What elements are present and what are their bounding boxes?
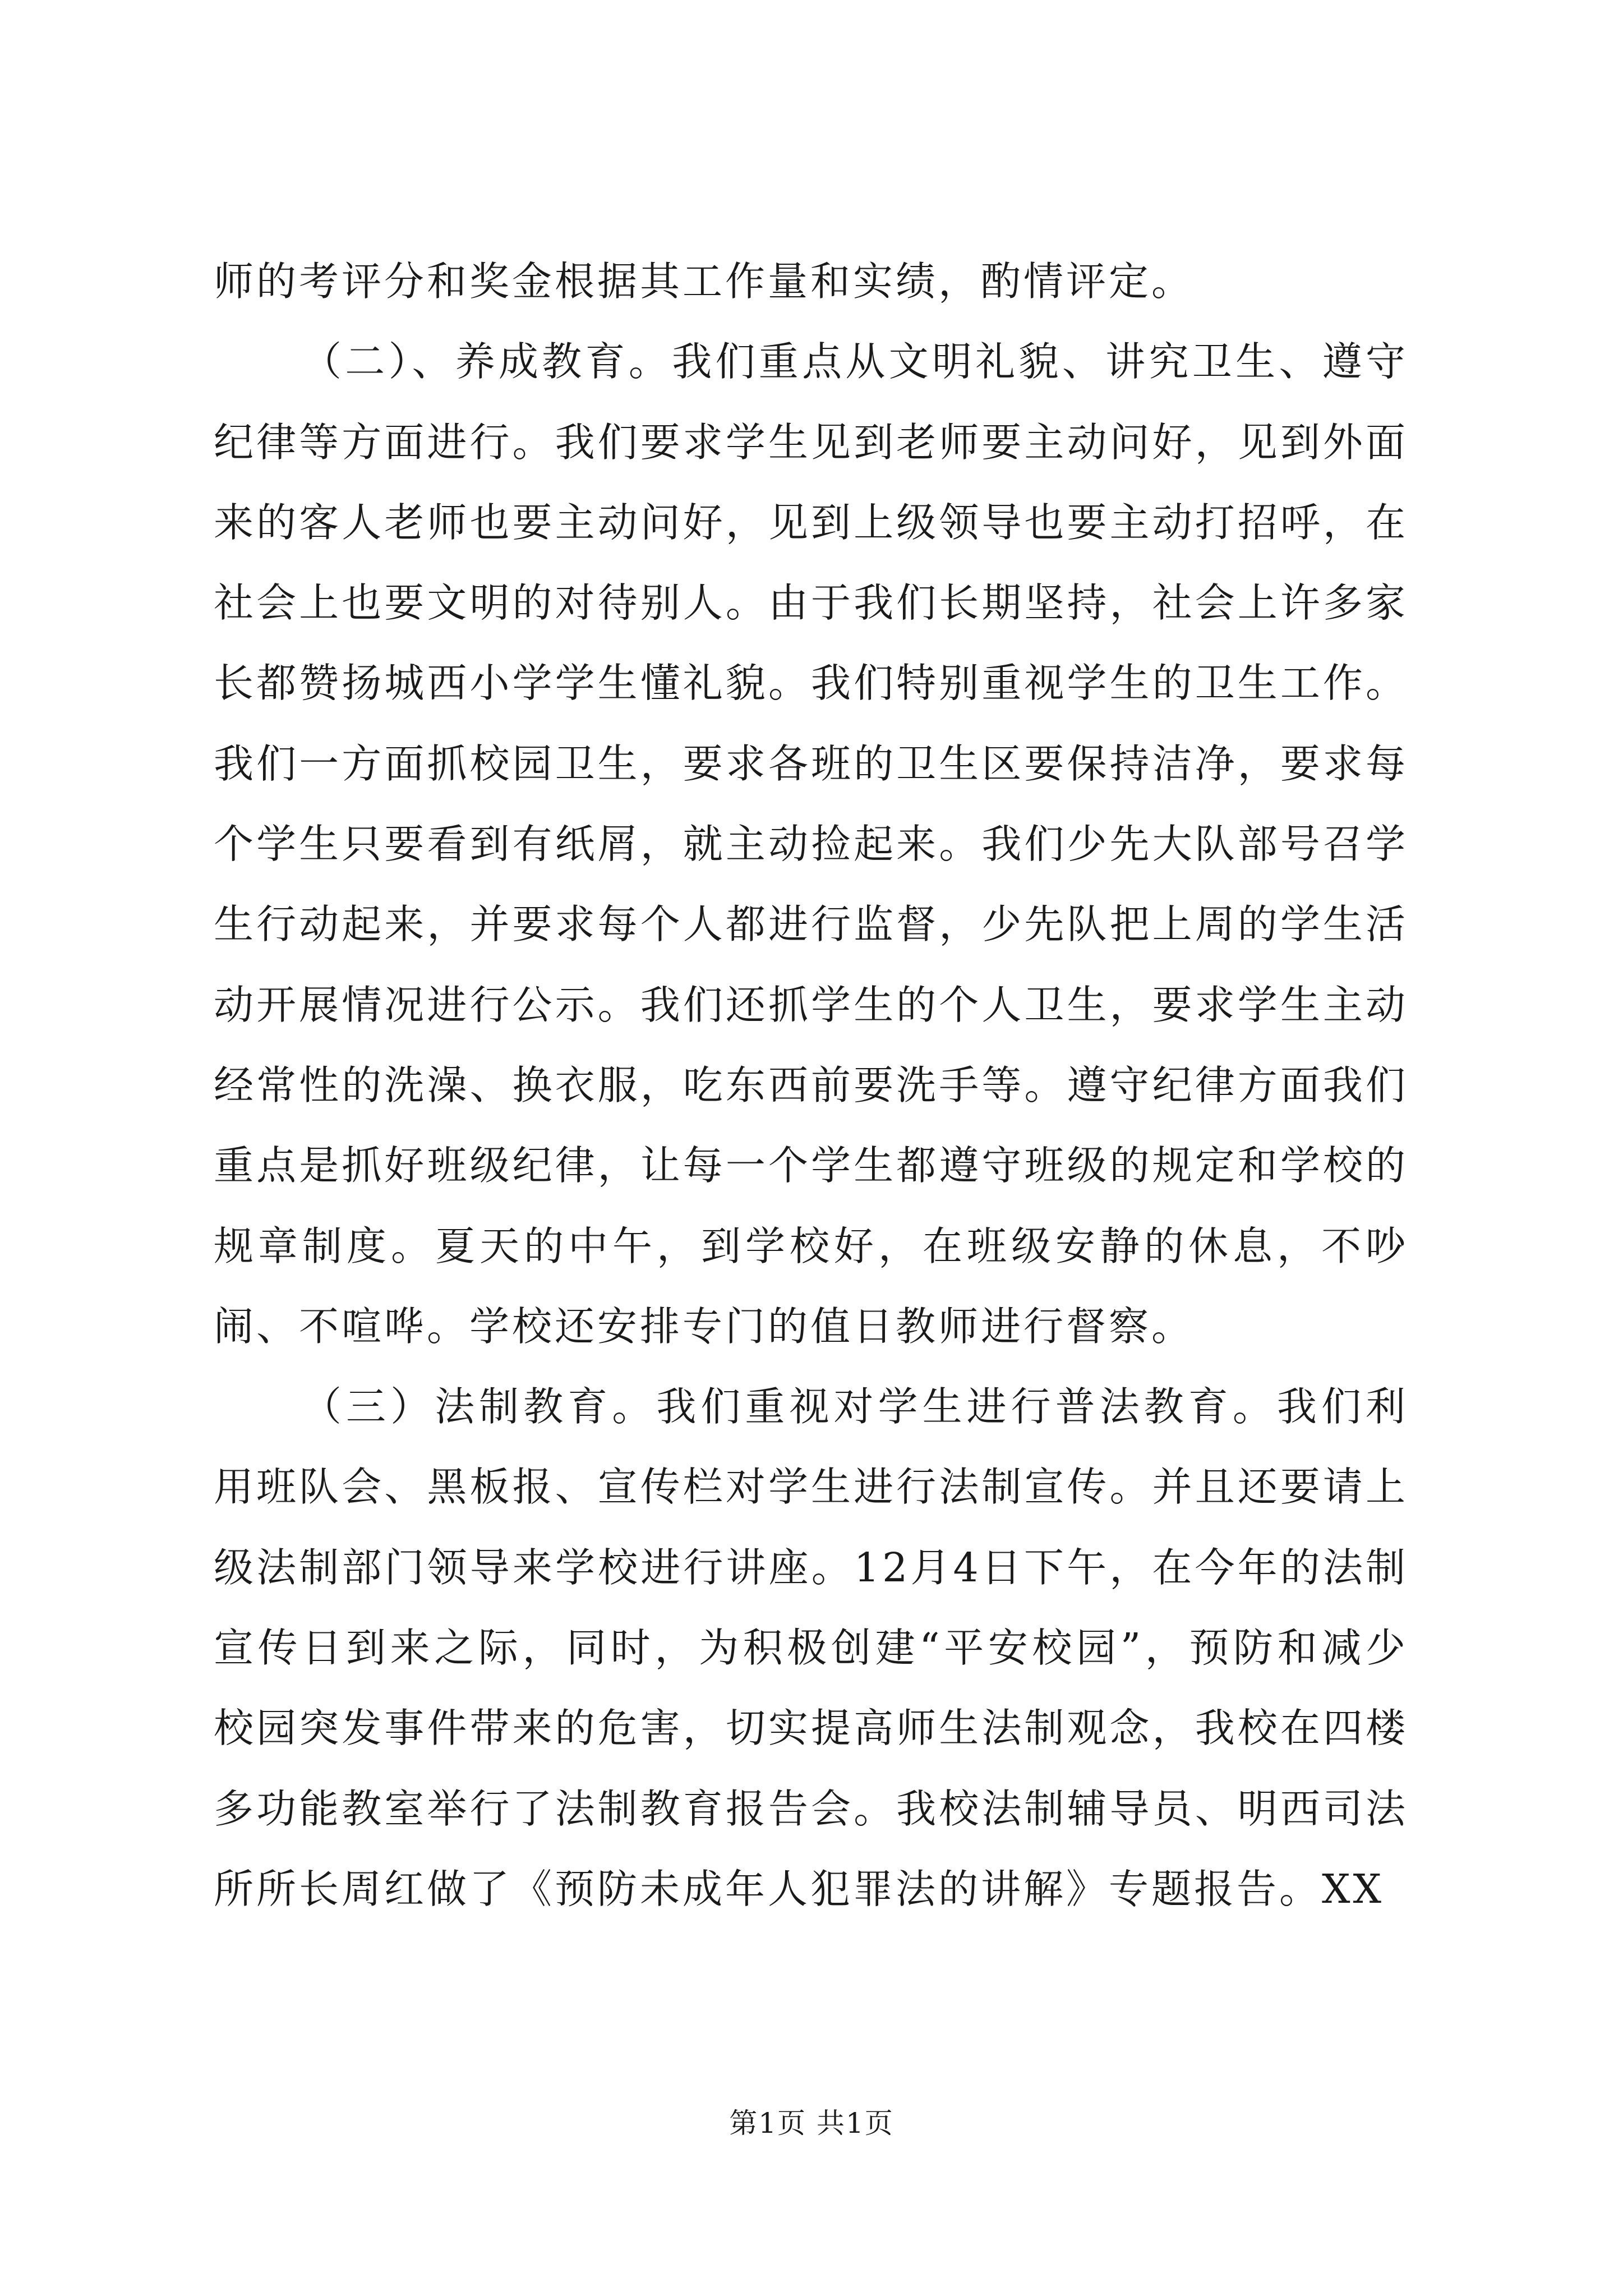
paragraph-continuation: 师的考评分和奖金根据其工作量和实绩，酌情评定。 bbox=[214, 258, 1195, 305]
document-body bbox=[214, 241, 1408, 1929]
paragraph-habit-education: （二）、养成教育。我们重点从文明礼貌、讲究卫生、遵守纪律等方面进行。我们要求学生见到老师要主动问好，见到外面来的客人老师也要主动问好，见到上级领导也要主动打招呼，在社会上也要文明的对待别人。由于我们长期坚持，社会上许多家长都赞扬城西小学学生懂礼貌。我们特别重视学生的卫生工作。我们一方面抓校园卫生，要求各班的卫生区要保持洁净，要求每个学生只要看到有纸屑，就主动捡起来。我们少先大队部号召学生行动起来，并要求每个人都进行监督，少先队把上周的学生活动开展情况进行公示。我们还抓学生的个人卫生，要求学生主动经常性的洗澡、换衣服，吃东西前要洗手等。遵守纪律方面我们重点是抓好班级纪律，让每一个学生都遵守班级的规定和学校的规章制度。夏天的中午，到学校好，在班级安静的休息，不吵闹、不喧哗。学校还安排专门的值日教师进行督察。 bbox=[214, 338, 1408, 1350]
page-number-footer: 第1页 共1页 bbox=[729, 2107, 894, 2139]
paragraph-legal-education: （三）法制教育。我们重视对学生进行普法教育。我们利用班队会、黑板报、宣传栏对学生进行法制宣传。并且还要请上级法制部门领导来学校进行讲座。12月4日下午，在今年的法制宣传日到来之际，同时，为积极创建“平安校园”，预防和减少校园突发事件带来的危害，切实提高师生法制观念，我校在四楼多功能教室举行了法制教育报告会。我校法制辅导员、明西司法所所长周红做了《预防未成年人犯罪法的讲解》专题报告。XX bbox=[214, 1383, 1408, 1912]
